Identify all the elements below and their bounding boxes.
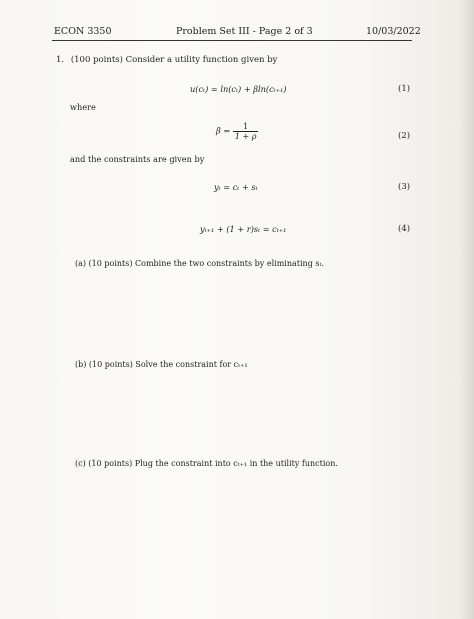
equation-2-numerator: 1	[243, 122, 249, 131]
equation-3: yₜ = cₜ + sₜ	[214, 182, 258, 192]
constraints-intro: and the constraints are given by	[70, 154, 205, 164]
equation-2-fraction	[233, 122, 259, 141]
page-title: Problem Set III - Page 2 of 3	[176, 26, 313, 37]
equation-1-number: (1)	[398, 84, 411, 94]
problem-number: 1.	[56, 55, 65, 65]
equation-2-number: (2)	[398, 131, 411, 141]
part-b: (b) (10 points) Solve the constraint for cₜ₊₁	[75, 360, 248, 369]
equation-1: u(cₜ) = ln(cₜ) + βln(cₜ₊₁)	[190, 84, 287, 94]
course-code: ECON 3350	[54, 26, 112, 37]
equation-3-number: (3)	[398, 182, 411, 192]
where-label: where	[70, 102, 96, 112]
equation-4: yₜ₊₁ + (1 + r)sₜ = cₜ₊₁	[200, 224, 287, 234]
equation-2	[216, 122, 258, 141]
part-c: (c) (10 points) Plug the constraint into cₜ₊₁ in the utility function.	[75, 459, 338, 468]
part-a: (a) (10 points) Combine the two constraints by eliminating sₜ.	[75, 259, 324, 268]
page-date: 10/03/2022	[366, 26, 421, 37]
header-rule	[52, 40, 412, 41]
equation-4-number: (4)	[398, 224, 411, 234]
page-edge-shadow	[460, 0, 474, 619]
problem-intro: (100 points) Consider a utility function given by	[70, 55, 278, 65]
problem-statement	[56, 55, 277, 65]
equation-2-denominator: 1 + ρ	[234, 132, 257, 141]
equation-2-lhs: β =	[216, 125, 231, 136]
